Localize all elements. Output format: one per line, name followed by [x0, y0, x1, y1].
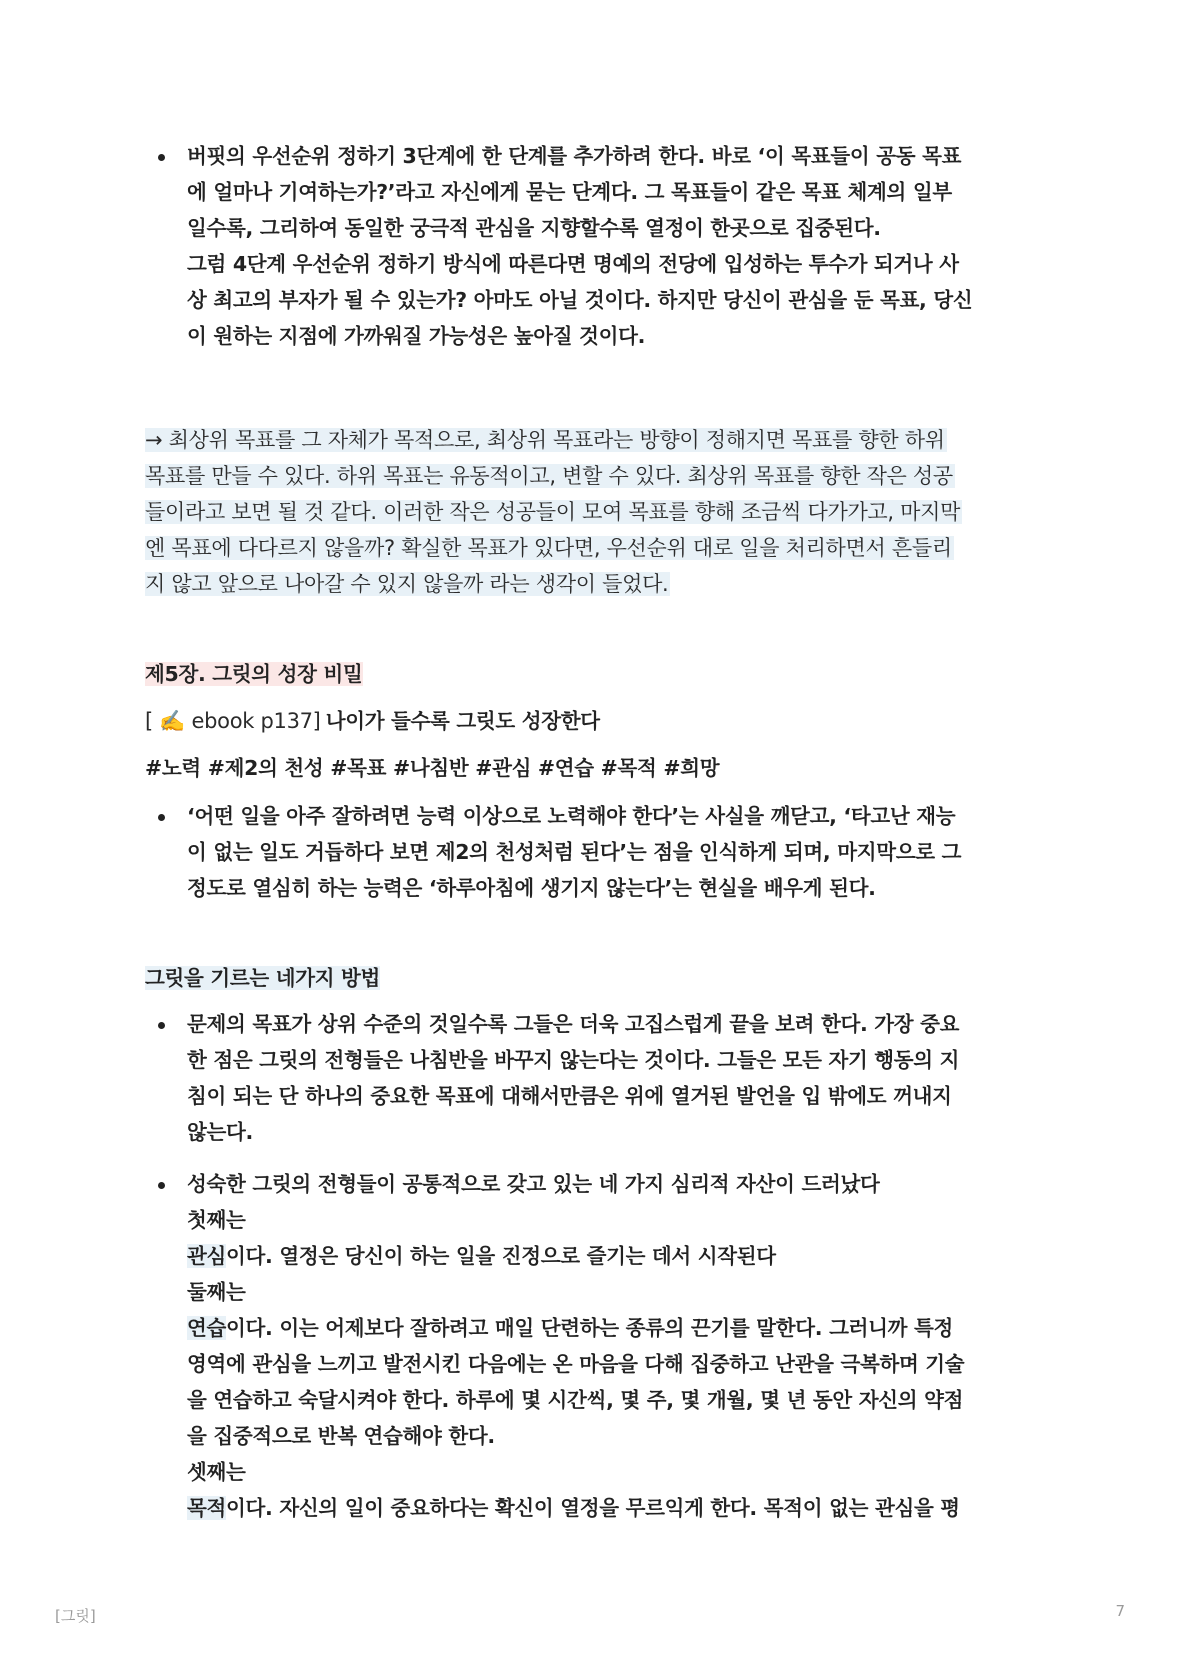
text-line: 침이 되는 단 하나의 중요한 목표에 대해서만큼은 위에 열거된 발언을 입 밖에도 꺼내지: [187, 1084, 952, 1108]
chapter-title-text: 제5장. 그릿의 성장 비밀: [145, 662, 363, 686]
ebook-page-ref: [ ✍️ ebook p137]: [145, 709, 321, 733]
text-line: 성숙한 그릿의 전형들이 공통적으로 갖고 있는 네 가지 심리적 자산이 드러났다: [187, 1172, 880, 1196]
list-item: [145, 138, 1045, 354]
keyword-highlight: 목적: [187, 1496, 227, 1520]
text-line: 상 최고의 부자가 될 수 있는가? 아마도 아닐 것이다. 하지만 당신이 관심을 둔 목표, 당신: [187, 288, 973, 312]
highlighted-note: [145, 422, 962, 602]
keyword-highlight: 관심: [187, 1244, 227, 1268]
hashtags: [145, 750, 719, 786]
bullet-block-4: [145, 1166, 1045, 1526]
text-line: ‘어떤 일을 아주 잘하려면 능력 이상으로 노력해야 한다’는 사실을 깨닫고, ‘타고난 재능: [187, 804, 956, 828]
list-item: [145, 798, 1045, 906]
footer-doc-title: [그릿]: [55, 1607, 96, 1625]
list-item: [145, 1166, 1045, 1526]
text-line: 셋째는: [187, 1460, 246, 1484]
text-line: 둘째는: [187, 1280, 246, 1304]
bullet-block-2: [145, 798, 1045, 906]
note-line: 지 않고 앞으로 나아갈 수 있지 않을까 라는 생각이 들었다.: [145, 572, 669, 596]
text-line: 을 집중적으로 반복 연습해야 한다.: [187, 1424, 495, 1448]
text-line: 일수록, 그리하여 동일한 궁극적 관심을 지향할수록 열정이 한곳으로 집중된다.: [187, 216, 881, 240]
note-line: 목표를 만들 수 있다. 하위 목표는 유동적이고, 변할 수 있다. 최상위 목표를 향한 작은 성공: [145, 464, 953, 488]
text-line: 않는다.: [187, 1120, 253, 1144]
text-line: 에 얼마나 기여하는가?’라고 자신에게 묻는 단계다. 그 목표들이 같은 목표 체계의 일부: [187, 180, 952, 204]
text-line: 그럼 4단계 우선순위 정하기 방식에 따른다면 명예의 전당에 입성하는 투수가 되거나 사: [187, 252, 959, 276]
text-line: 이다. 이는 어제보다 잘하려고 매일 단련하는 종류의 끈기를 말한다. 그러니까 특정: [226, 1316, 953, 1340]
text-line: 이다. 열정은 당신이 하는 일을 진정으로 즐기는 데서 시작된다: [226, 1244, 776, 1268]
section-title: [145, 960, 380, 996]
list-item: [145, 1006, 1045, 1150]
text-line: 이 원하는 지점에 가까워질 가능성은 높아질 것이다.: [187, 324, 646, 348]
chapter-title: [145, 656, 363, 692]
page-number: 7: [1115, 1602, 1125, 1620]
bullet-block-3: [145, 1006, 1045, 1150]
text-line: 영역에 관심을 느끼고 발전시킨 다음에는 온 마음을 다해 집중하고 난관을 극복하며 기술: [187, 1352, 965, 1376]
ebook-reference: [145, 703, 600, 739]
hashtag-list: #노력 #제2의 천성 #목표 #나침반 #관심 #연습 #목적 #희망: [145, 756, 720, 780]
text-line: 정도로 열심히 하는 능력은 ‘하루아침에 생기지 않는다’는 현실을 배우게 된다.: [187, 876, 876, 900]
text-line: 문제의 목표가 상위 수준의 것일수록 그들은 더욱 고집스럽게 끝을 보려 한다. 가장 중요: [187, 1012, 960, 1036]
text-line: 이 없는 일도 거듭하다 보면 제2의 천성처럼 된다’는 점을 인식하게 되며, 마지막으로 그: [187, 840, 962, 864]
text-line: 이다. 자신의 일이 중요하다는 확신이 열정을 무르익게 한다. 목적이 없는 관심을 평: [226, 1496, 960, 1520]
reference-title: 나이가 들수록 그릿도 성장한다: [325, 709, 600, 733]
keyword-highlight: 연습: [187, 1316, 227, 1340]
note-line: 들이라고 보면 될 것 같다. 이러한 작은 성공들이 모여 목표를 향해 조금씩 다가가고, 마지막: [145, 500, 961, 524]
note-line: 엔 목표에 다다르지 않을까? 확실한 목표가 있다면, 우선순위 대로 일을 처리하면서 흔들리: [145, 536, 952, 560]
text-line: 첫째는: [187, 1208, 246, 1232]
text-line: 을 연습하고 숙달시켜야 한다. 하루에 몇 시간씩, 몇 주, 몇 개월, 몇 년 동안 자신의 약점: [187, 1388, 964, 1412]
note-line: → 최상위 목표를 그 자체가 목적으로, 최상위 목표라는 방향이 정해지면 목표를 향한 하위: [145, 428, 945, 452]
text-line: 한 점은 그릿의 전형들은 나침반을 바꾸지 않는다는 것이다. 그들은 모든 자기 행동의 지: [187, 1048, 960, 1072]
section-title-text: 그릿을 기르는 네가지 방법: [145, 966, 381, 990]
text-line: 버핏의 우선순위 정하기 3단계에 한 단계를 추가하려 한다. 바로 ‘이 목표들이 공동 목표: [187, 144, 962, 168]
bullet-block-1: [145, 138, 1045, 354]
